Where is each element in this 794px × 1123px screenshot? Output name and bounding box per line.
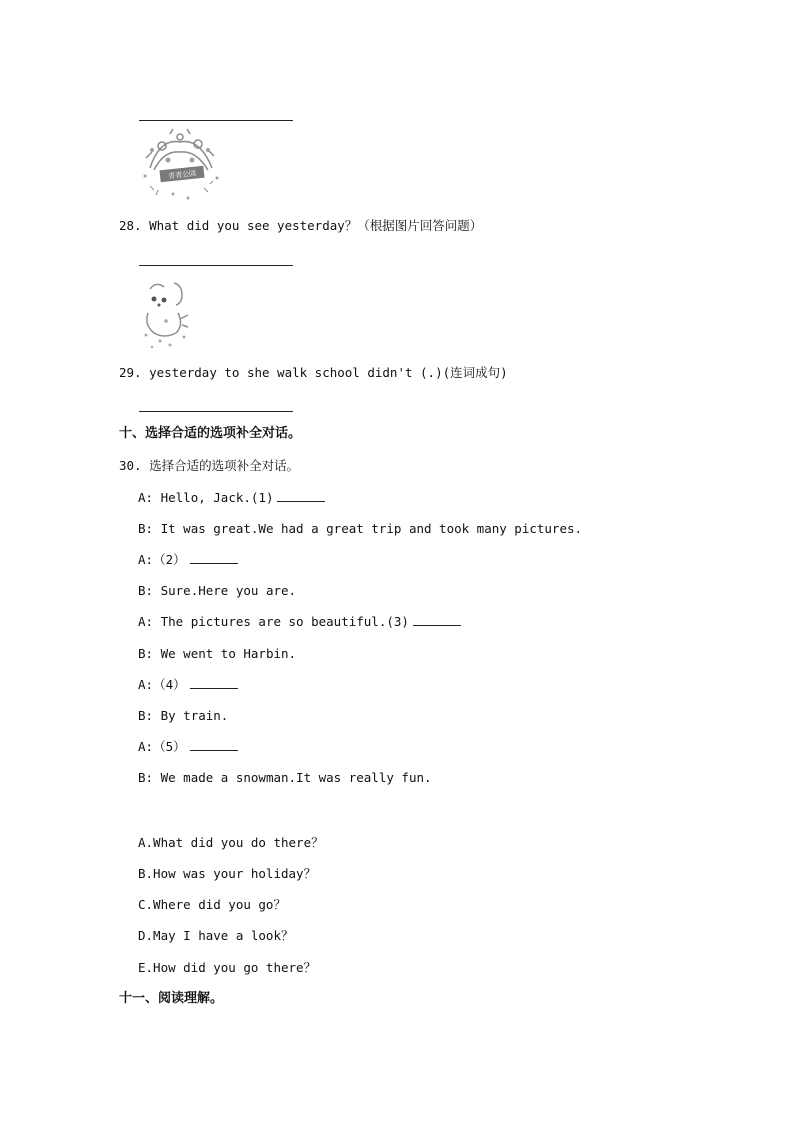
dialogue-line-6 [138, 646, 296, 662]
blank-1[interactable] [277, 490, 325, 502]
line-text: We went to Harbin. [160, 646, 297, 661]
snowman-picture-icon [140, 275, 192, 351]
line-text: （5） [153, 739, 186, 754]
dialogue-line-10 [138, 770, 432, 786]
speaker: A: [138, 739, 154, 754]
question-text: yesterday to she walk school didn't (.)(连词成句) [149, 365, 508, 380]
blank-4[interactable] [190, 677, 238, 689]
question-text: 选择合适的选项补全对话。 [149, 458, 300, 473]
speaker: B: [138, 646, 154, 661]
question-29 [119, 365, 508, 381]
line-text: It was great.We had a great trip and took many pictures. [160, 521, 583, 536]
answer-line-27[interactable] [139, 120, 293, 121]
dialogue-line-4 [138, 583, 296, 599]
blank-3[interactable] [413, 614, 461, 626]
speaker: A: [138, 552, 154, 567]
option-a[interactable]: A.What did you do there？ [138, 835, 324, 850]
question-number: 29. [119, 365, 142, 380]
question-30 [119, 458, 299, 474]
speaker: A: [138, 614, 154, 629]
speaker: B: [138, 708, 154, 723]
blank-5[interactable] [190, 739, 238, 751]
answer-line-29[interactable] [139, 411, 293, 412]
speaker: A: [138, 490, 154, 505]
park-gate-picture-icon [140, 128, 222, 202]
dialogue-line-5 [138, 614, 461, 630]
question-number: 28. [119, 218, 142, 233]
question-number: 30. [119, 458, 142, 473]
section-10-title: 十、选择合适的选项补全对话。 [119, 426, 302, 441]
dialogue-line-7 [138, 677, 238, 693]
dialogue-line-3 [138, 552, 238, 568]
line-text: The pictures are so beautiful.(3) [160, 614, 409, 629]
option-c[interactable]: C.Where did you go？ [138, 897, 286, 912]
park-sign-text: 青青公园 [167, 169, 197, 181]
line-text: Sure.Here you are. [160, 583, 297, 598]
option-b[interactable]: B.How was your holiday？ [138, 866, 317, 881]
speaker: A: [138, 677, 154, 692]
option-d[interactable]: D.May I have a look？ [138, 928, 294, 943]
line-text: （2） [153, 552, 186, 567]
speaker: B: [138, 583, 154, 598]
answer-line-28[interactable] [139, 265, 293, 266]
line-text: By train. [160, 708, 229, 723]
line-text: （4） [153, 677, 186, 692]
speaker: B: [138, 521, 154, 536]
line-text: We made a snowman.It was really fun. [160, 770, 432, 785]
line-text: Hello, Jack.(1) [160, 490, 274, 505]
dialogue-line-9 [138, 739, 238, 755]
section-11-title: 十一、阅读理解。 [119, 991, 224, 1006]
question-28 [119, 218, 482, 234]
speaker: B: [138, 770, 154, 785]
blank-2[interactable] [190, 552, 238, 564]
question-text: What did you see yesterday？（根据图片回答问题） [149, 218, 483, 233]
dialogue-line-1 [138, 490, 325, 506]
option-e[interactable]: E.How did you go there？ [138, 960, 317, 975]
dialogue-line-2 [138, 521, 582, 537]
dialogue-line-8 [138, 708, 228, 724]
